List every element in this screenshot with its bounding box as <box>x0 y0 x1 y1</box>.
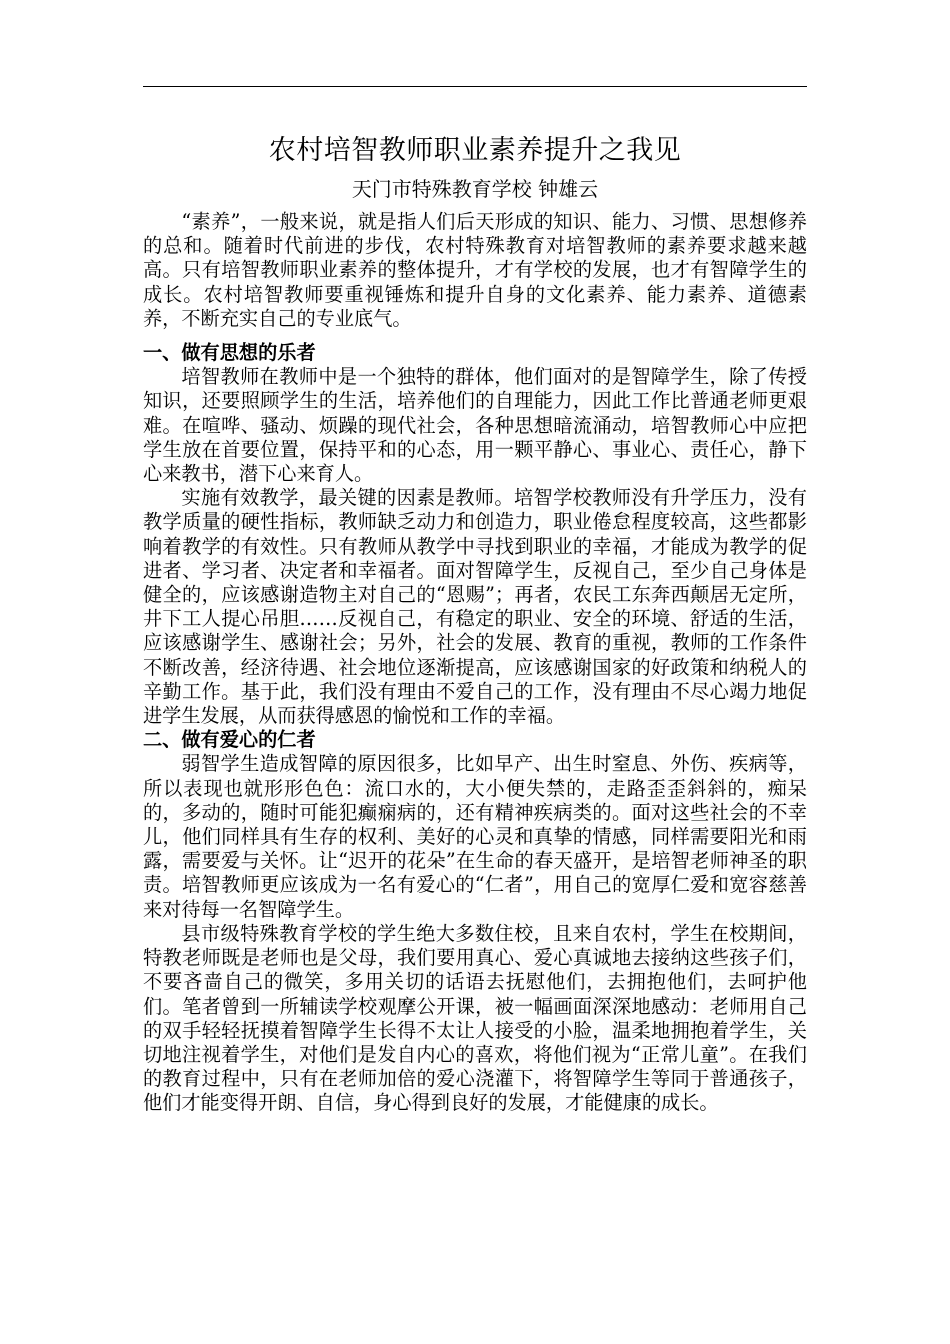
header-rule <box>143 86 807 87</box>
body-paragraph: 弱智学生造成智障的原因很多，比如早产、出生时窒息、外伤、疾病等，所以表现也就形形色色：流口水的，大小便失禁的，走路歪歪斜斜的，痴呆的，多动的，随时可能犯癫痫病的，还有精神疾病类的。面对这些社会的不幸儿，他们同样具有生存的权利、美好的心灵和真挚的情感，同样需要阳光和雨露，需要爱与关怀。让“迟开的花朵”在生命的春天盛开，是培智老师神圣的职责。培智教师更应该成为一名有爱心的“仁者”，用自己的宽厚仁爱和宽容慈善来对待每一名智障学生。 <box>143 752 807 921</box>
section-heading: 一、做有思想的乐者 <box>143 341 316 365</box>
author-byline: 天门市特殊教育学校 钟雄云 <box>351 177 599 201</box>
section-heading: 二、做有爱心的仁者 <box>143 728 316 752</box>
body-paragraph: 县市级特殊教育学校的学生绝大多数住校，且来自农村，学生在校期间，特教老师既是老师也是父母，我们要用真心、爱心真诚地去接纳这些孩子们，不要吝啬自己的微笑，多用关切的话语去抚慰他们，去拥抱他们，去呵护他们。笔者曾到一所辅读学校观摩公开课，被一幅画面深深地感动：老师用自己的双手轻轻抚摸着智障学生长得不太让人接受的小脸，温柔地拥抱着学生，关切地注视着学生，对他们是发自内心的喜欢，将他们视为“正常儿童”。在我们的教育过程中，只有在老师加倍的爱心浇灌下，将智障学生等同于普通孩子，他们才能变得开朗、自信，身心得到良好的发展，才能健康的成长。 <box>143 921 807 1115</box>
body-paragraph: 培智教师在教师中是一个独特的群体，他们面对的是智障学生，除了传授知识，还要照顾学生的生活，培养他们的自理能力，因此工作比普通老师更艰难。在喧哗、骚动、烦躁的现代社会，各种思想暗流涌动，培智教师心中应把学生放在首要位置，保持平和的心态，用一颗平静心、事业心、责任心，静下心来教书，潜下心来育人。 <box>143 365 807 486</box>
document-title: 农村培智教师职业素养提升之我见 <box>268 135 682 166</box>
document-body <box>143 210 807 1116</box>
body-paragraph: 实施有效教学，最关键的因素是教师。培智学校教师没有升学压力，没有教学质量的硬性指标，教师缺乏动力和创造力，职业倦怠程度较高，这些都影响着教学的有效性。只有教师从教学中寻找到职业的幸福，才能成为教学的促进者、学习者、决定者和幸福者。面对智障学生，反视自己，至少自己身体是健全的，应该感谢造物主对自己的“恩赐”；再者，农民工东奔西颠居无定所，井下工人提心吊胆……反视自己，有稳定的职业、安全的环境、舒适的生活，应该感谢学生、感谢社会；另外，社会的发展、教育的重视，教师的工作条件不断改善，经济待遇、社会地位逐渐提高，应该感谢国家的好政策和纳税人的辛勤工作。基于此，我们没有理由不爱自己的工作，没有理由不尽心竭力地促进学生发展，从而获得感恩的愉悦和工作的幸福。 <box>143 486 807 728</box>
intro-paragraph: “素养”，一般来说，就是指人们后天形成的知识、能力、习惯、思想修养的总和。随着时代前进的步伐，农村特殊教育对培智教师的素养要求越来越高。只有培智教师职业素养的整体提升，才有学校的发展，也才有智障学生的成长。农村培智教师要重视锤炼和提升自身的文化素养、能力素养、道德素养，不断充实自己的专业底气。 <box>143 210 807 330</box>
